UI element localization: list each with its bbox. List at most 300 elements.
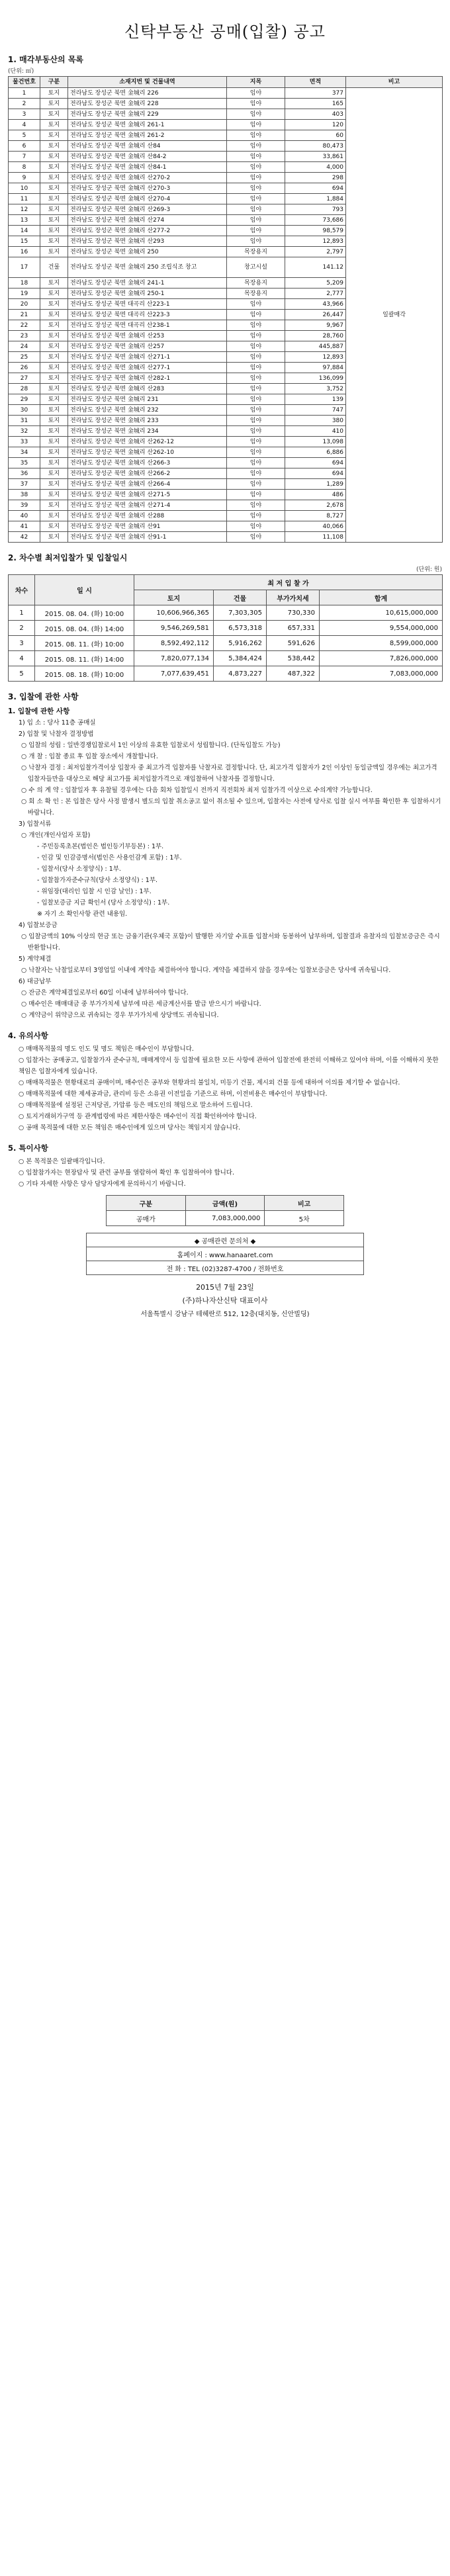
table-row — [9, 666, 443, 682]
cell-no: 38 — [9, 490, 40, 500]
col-datetime: 일 시 — [35, 575, 134, 605]
cell-address: 전라남도 장성군 북면 金城리 233 — [68, 416, 227, 426]
col-vat: 부가가치세 — [267, 590, 320, 605]
cell-no: 18 — [9, 278, 40, 289]
table-row — [9, 621, 443, 636]
cell-area: 486 — [285, 490, 346, 500]
cell-datetime: 2015. 08. 18. (화) 10:00 — [35, 666, 134, 682]
cell-address: 전라남도 장성군 북면 金城리 232 — [68, 405, 227, 416]
cell-area: 8,727 — [285, 511, 346, 521]
text-line: ○ 입찰참가자는 현장답사 및 관련 공부를 열람하여 확인 후 입찰하여야 합니다. — [19, 1169, 234, 1177]
cell-address: 전라남도 장성군 북면 金城리 산84-2 — [68, 152, 227, 162]
cell-area: 694 — [285, 183, 346, 194]
cell-area: 3,752 — [285, 384, 346, 394]
cell-address: 전라남도 장성군 북면 金城리 산84 — [68, 141, 227, 152]
cell-type: 토지 — [40, 183, 68, 194]
text-line: ○ 개 찰 : 입찰 종료 후 입찰 장소에서 개찰합니다. — [21, 753, 158, 760]
cell-address: 전라남도 장성군 북면 金城리 산91 — [68, 521, 227, 532]
cell-type: 토지 — [40, 511, 68, 521]
cell-no: 29 — [9, 394, 40, 405]
cell-no: 23 — [9, 331, 40, 341]
cell-type: 토지 — [40, 416, 68, 426]
cell-type: 토지 — [40, 88, 68, 99]
cell-land-category: 임야 — [227, 320, 285, 331]
cell-area: 80,473 — [285, 141, 346, 152]
cell-vat: 591,626 — [267, 636, 320, 651]
section1-heading: 1. 매각부동산의 목록 — [8, 55, 84, 64]
cell-remark: 일괄매각 — [346, 88, 443, 543]
cell-no: 16 — [9, 247, 40, 257]
text-line: 2) 입찰 및 낙찰자 결정방법 — [19, 731, 94, 738]
cell-type: 토지 — [40, 299, 68, 310]
cell-type: 토지 — [40, 247, 68, 257]
text-line: - 입찰보증금 지급 확인서 (당사 소정양식) : 1부. — [37, 899, 170, 907]
cell-type: 토지 — [40, 532, 68, 543]
cell-area: 380 — [285, 416, 346, 426]
cell-land-category: 임야 — [227, 152, 285, 162]
cell-address: 전라남도 장성군 북면 金城리 229 — [68, 109, 227, 120]
cell-land-category: 임야 — [227, 236, 285, 247]
cell-no: 33 — [9, 437, 40, 447]
summary-remark: 5차 — [265, 1211, 344, 1226]
cell-type: 건물 — [40, 257, 68, 278]
text-line: - 입찰서(당사 소정양식) : 1부. — [37, 866, 121, 873]
cell-type: 토지 — [40, 394, 68, 405]
cell-total: 9,554,000,000 — [320, 621, 443, 636]
cell-type: 토지 — [40, 352, 68, 363]
cell-land-category: 임야 — [227, 162, 285, 173]
summary-amount: 7,083,000,000 — [185, 1211, 265, 1226]
text-line: ○ 입찰자는 공매공고, 입찰참가자 준수규칙, 매매계약서 등 입찰에 필요한 모든 사항에 관하여 입찰전에 완전히 이해하고 있어야 하며, 이를 이해하지 못한 책임은 입찰자에게 있습니다. — [19, 1057, 439, 1075]
cell-land-category: 목장용지 — [227, 289, 285, 299]
schedule-body — [9, 605, 443, 682]
cell-address: 전라남도 장성군 북면 金城리 산288 — [68, 511, 227, 521]
cell-land-category: 임야 — [227, 299, 285, 310]
cell-area: 377 — [285, 88, 346, 99]
table-row — [9, 636, 443, 651]
text-line: ○ 매수인은 매매대금 중 부가가치세 납부에 따른 세금계산서를 발급 받으시기 바랍니다. — [21, 1000, 261, 1008]
cell-land-category: 임야 — [227, 204, 285, 215]
cell-no: 8 — [9, 162, 40, 173]
cell-no: 20 — [9, 299, 40, 310]
cell-no: 10 — [9, 183, 40, 194]
cell-building-price: 5,916,262 — [214, 636, 267, 651]
cell-round: 3 — [9, 636, 35, 651]
cell-no: 22 — [9, 320, 40, 331]
cell-land-category: 임야 — [227, 352, 285, 363]
col-land-price: 토지 — [134, 590, 214, 605]
cell-address: 전라남도 장성군 북면 金城리 산262-10 — [68, 447, 227, 458]
cell-no: 27 — [9, 373, 40, 384]
cell-address: 전라남도 장성군 북면 金城리 산277-2 — [68, 226, 227, 236]
cell-type: 토지 — [40, 141, 68, 152]
cell-land-category: 임야 — [227, 120, 285, 130]
cell-address: 전라남도 장성군 북면 金城리 산253 — [68, 331, 227, 341]
cell-address: 전라남도 장성군 북면 金城리 산271-1 — [68, 352, 227, 363]
summary-col-remark: 비고 — [265, 1196, 344, 1211]
cell-land-category: 임야 — [227, 532, 285, 543]
cell-address: 전라남도 장성군 북면 金城리 250-1 — [68, 289, 227, 299]
cell-area: 60 — [285, 130, 346, 141]
cell-address: 전라남도 장성군 북면 金城리 산271-4 — [68, 500, 227, 511]
cell-vat: 657,331 — [267, 621, 320, 636]
text-line: - 인감 및 인감증명서(법인은 사용인감계 포함) : 1부. — [37, 854, 182, 862]
contact-homepage[interactable]: 홈페이지 : www.hanaaret.com — [87, 1247, 364, 1261]
cell-land-category: 임야 — [227, 394, 285, 405]
cell-land-category: 임야 — [227, 341, 285, 352]
cell-no: 9 — [9, 173, 40, 183]
text-line: ○ 낙찰자 결정 : 최저입찰가격이상 입찰자 중 최고가격 입찰자를 낙찰자로 결정합니다. 단, 최고가격 입찰자가 2인 이상인 동일금액일 경우에는 최고가격 입찰자들만을 대상으로 해당 최고가를 최저입찰가격으로 재입찰하여 낙찰자를 결정합니다. — [21, 764, 437, 783]
bidding-details — [8, 717, 442, 1021]
cell-land-category: 임야 — [227, 173, 285, 183]
contact-box — [86, 1233, 364, 1275]
cell-no: 7 — [9, 152, 40, 162]
cell-type: 토지 — [40, 226, 68, 236]
cell-total: 7,826,000,000 — [320, 651, 443, 666]
section2-heading: 2. 차수별 최저입찰가 및 입찰일시 — [8, 553, 128, 562]
cell-land-category: 임야 — [227, 500, 285, 511]
section1-unit: (단위: ㎡) — [8, 68, 34, 75]
cell-land-category: 목장용지 — [227, 247, 285, 257]
cell-type: 토지 — [40, 384, 68, 394]
cell-address: 전라남도 장성군 북면 金城리 250 조립식조 창고 — [68, 257, 227, 278]
cell-round: 5 — [9, 666, 35, 682]
cell-address: 전라남도 장성군 북면 金城리 234 — [68, 426, 227, 437]
cell-land-category: 임야 — [227, 437, 285, 447]
cell-address: 전라남도 장성군 북면 金城리 산270-3 — [68, 183, 227, 194]
cell-no: 14 — [9, 226, 40, 236]
text-line: ○ 매매목적물은 현황대로의 공매이며, 매수인은 공부와 현황과의 불일치, 미등기 건물, 제시외 건물 등에 대하여 이의를 제기할 수 없습니다. — [19, 1079, 400, 1087]
cell-no: 31 — [9, 416, 40, 426]
cell-address: 전라남도 장성군 북면 金城리 241-1 — [68, 278, 227, 289]
cell-land-category: 임야 — [227, 447, 285, 458]
cell-vat: 730,330 — [267, 605, 320, 621]
cell-type: 토지 — [40, 426, 68, 437]
cell-land-price: 7,077,639,451 — [134, 666, 214, 682]
summary-table — [106, 1195, 344, 1226]
cell-type: 토지 — [40, 458, 68, 468]
cell-address: 전라남도 장성군 북면 金城리 산274 — [68, 215, 227, 226]
cell-area: 12,893 — [285, 352, 346, 363]
summary-col-amount: 금액(원) — [185, 1196, 265, 1211]
cell-type: 토지 — [40, 341, 68, 352]
cell-area: 5,209 — [285, 278, 346, 289]
cell-land-category: 임야 — [227, 130, 285, 141]
cell-land-category: 임야 — [227, 511, 285, 521]
cell-area: 13,098 — [285, 437, 346, 447]
cell-area: 12,893 — [285, 236, 346, 247]
schedule-table — [8, 574, 443, 682]
cell-address: 전라남도 장성군 북면 金城리 228 — [68, 99, 227, 109]
cell-type: 토지 — [40, 204, 68, 215]
col-type: 구분 — [40, 77, 68, 88]
cell-land-category: 임야 — [227, 215, 285, 226]
cell-no: 1 — [9, 88, 40, 99]
cell-type: 토지 — [40, 173, 68, 183]
cell-area: 694 — [285, 458, 346, 468]
cell-area: 165 — [285, 99, 346, 109]
cell-address: 전라남도 장성군 북면 金城리 231 — [68, 394, 227, 405]
cell-land-price: 9,546,269,581 — [134, 621, 214, 636]
cell-land-category: 임야 — [227, 194, 285, 204]
cell-land-category: 임야 — [227, 226, 285, 236]
cell-land-category: 임야 — [227, 88, 285, 99]
col-area: 면적 — [285, 77, 346, 88]
cell-land-category: 임야 — [227, 310, 285, 320]
text-line: - 위임장(대리인 입찰 시 인감 날인) : 1부. — [37, 888, 152, 895]
text-line: - 주민등록초본(법인은 법인등기부등본) : 1부. — [37, 843, 164, 850]
cell-area: 136,099 — [285, 373, 346, 384]
text-line: ○ 매매목적물에 설정된 근저당권, 가압류 등은 매도인의 책임으로 말소하여 드립니다. — [19, 1102, 253, 1109]
cell-type: 토지 — [40, 320, 68, 331]
cell-land-category: 임야 — [227, 490, 285, 500]
cell-type: 토지 — [40, 447, 68, 458]
cell-type: 토지 — [40, 99, 68, 109]
section2-unit: (단위: 원) — [416, 566, 442, 573]
col-remark: 비고 — [346, 77, 443, 88]
cell-type: 토지 — [40, 278, 68, 289]
cell-total: 8,599,000,000 — [320, 636, 443, 651]
cell-round: 4 — [9, 651, 35, 666]
page-title: 신탁부동산 공매(입찰) 공고 — [124, 22, 326, 41]
cell-land-category: 임야 — [227, 183, 285, 194]
cell-address: 전라남도 장성군 북면 金城리 산266-3 — [68, 458, 227, 468]
cell-type: 토지 — [40, 405, 68, 416]
cell-area: 141.12 — [285, 257, 346, 278]
issuer-address: 서울특별시 강남구 테헤란로 512, 12층(대치동, 신안빌딩) — [140, 1311, 310, 1318]
special-notes — [8, 1156, 442, 1190]
cell-land-category: 임야 — [227, 363, 285, 373]
cell-land-category: 임야 — [227, 331, 285, 341]
cell-land-category: 임야 — [227, 373, 285, 384]
section3-heading: 3. 입찰에 관한 사항 — [8, 692, 79, 701]
cell-area: 6,886 — [285, 447, 346, 458]
table-row — [9, 651, 443, 666]
cell-address: 전라남도 장성군 북면 金城리 산257 — [68, 341, 227, 352]
caution-notes — [8, 1044, 442, 1133]
cell-address: 전라남도 장성군 북면 金城리 산293 — [68, 236, 227, 247]
cell-address: 전라남도 장성군 북면 金城리 산262-12 — [68, 437, 227, 447]
cell-area: 120 — [285, 120, 346, 130]
cell-address: 전라남도 장성군 북면 金城리 261-1 — [68, 120, 227, 130]
cell-type: 토지 — [40, 490, 68, 500]
cell-address: 전라남도 장성군 북면 金城리 산283 — [68, 384, 227, 394]
cell-address: 전라남도 장성군 북면 대곡리 산223-1 — [68, 299, 227, 310]
cell-address: 전라남도 장성군 북면 金城리 산91-1 — [68, 532, 227, 543]
notice-date: 2015년 7월 23일 — [196, 1283, 254, 1292]
cell-datetime: 2015. 08. 11. (화) 14:00 — [35, 651, 134, 666]
cell-no: 13 — [9, 215, 40, 226]
cell-area: 2,777 — [285, 289, 346, 299]
col-round: 차수 — [9, 575, 35, 605]
contact-phone: 전 화 : TEL (02)3287-4700 / 전화번호 — [87, 1261, 364, 1275]
table-row — [9, 605, 443, 621]
cell-type: 토지 — [40, 500, 68, 511]
cell-land-price: 7,820,077,134 — [134, 651, 214, 666]
cell-type: 토지 — [40, 437, 68, 447]
cell-area: 2,678 — [285, 500, 346, 511]
cell-area: 11,108 — [285, 532, 346, 543]
cell-area: 747 — [285, 405, 346, 416]
cell-total: 10,615,000,000 — [320, 605, 443, 621]
cell-round: 2 — [9, 621, 35, 636]
cell-area: 40,066 — [285, 521, 346, 532]
cell-land-category: 임야 — [227, 384, 285, 394]
text-line: ○ 계약금이 위약금으로 귀속되는 경우 부가가치세 상당액도 귀속됩니다. — [21, 1012, 219, 1019]
cell-type: 토지 — [40, 363, 68, 373]
cell-area: 403 — [285, 109, 346, 120]
asset-table — [8, 76, 443, 543]
asset-header-row — [9, 77, 443, 88]
text-line: ○ 잔금은 계약체결일로부터 60일 이내에 납부하여야 합니다. — [21, 989, 189, 997]
cell-land-category: 임야 — [227, 141, 285, 152]
col-no: 물건번호 — [9, 77, 40, 88]
cell-land-category: 임야 — [227, 416, 285, 426]
cell-type: 토지 — [40, 479, 68, 490]
text-line: ○ 낙찰자는 낙찰일로부터 3영업일 이내에 계약을 체결하여야 합니다. 계약을 체결하지 않을 경우에는 입찰보증금은 당사에 귀속됩니다. — [21, 967, 391, 974]
text-line: 4) 입찰보증금 — [19, 922, 58, 929]
cell-no: 28 — [9, 384, 40, 394]
cell-vat: 538,442 — [267, 651, 320, 666]
cell-area: 694 — [285, 468, 346, 479]
cell-address: 전라남도 장성군 북면 대곡리 산238-1 — [68, 320, 227, 331]
cell-area: 445,887 — [285, 341, 346, 352]
cell-land-category: 목장용지 — [227, 278, 285, 289]
col-address: 소재지번 및 건물내역 — [68, 77, 227, 88]
cell-type: 토지 — [40, 109, 68, 120]
cell-no: 15 — [9, 236, 40, 247]
cell-land-category: 임야 — [227, 426, 285, 437]
cell-address: 전라남도 장성군 북면 金城리 산270-4 — [68, 194, 227, 204]
cell-type: 토지 — [40, 310, 68, 320]
cell-building-price: 4,873,227 — [214, 666, 267, 682]
cell-building-price: 5,384,424 — [214, 651, 267, 666]
cell-address: 전라남도 장성군 북면 金城리 226 — [68, 88, 227, 99]
cell-type: 토지 — [40, 215, 68, 226]
cell-no: 5 — [9, 130, 40, 141]
cell-total: 7,083,000,000 — [320, 666, 443, 682]
cell-no: 4 — [9, 120, 40, 130]
cell-building-price: 6,573,318 — [214, 621, 267, 636]
text-line: ○ 공매 목적물에 대한 모든 책임은 매수인에게 있으며 당사는 책임지지 않습니다. — [19, 1124, 241, 1132]
cell-area: 298 — [285, 173, 346, 183]
cell-land-category: 임야 — [227, 521, 285, 532]
summary-col-type: 구분 — [107, 1196, 186, 1211]
cell-address: 전라남도 장성군 북면 金城리 산269-3 — [68, 204, 227, 215]
cell-area: 98,579 — [285, 226, 346, 236]
text-line: ○ 토지거래허가구역 등 관계법령에 따른 제한사항은 매수인이 직접 확인하여야 합니다. — [19, 1113, 257, 1120]
cell-type: 토지 — [40, 289, 68, 299]
cell-land-category: 임야 — [227, 109, 285, 120]
text-line: ○ 매매목적물의 명도 인도 및 명도 책임은 매수인이 부담합니다. — [19, 1045, 194, 1053]
cell-land-price: 8,592,492,112 — [134, 636, 214, 651]
cell-no: 21 — [9, 310, 40, 320]
cell-area: 1,884 — [285, 194, 346, 204]
cell-no: 36 — [9, 468, 40, 479]
col-total: 합계 — [320, 590, 443, 605]
text-line: ○ 기타 자세한 사항은 당사 담당자에게 문의하시기 바랍니다. — [19, 1180, 186, 1188]
col-building-price: 건물 — [214, 590, 267, 605]
cell-no: 19 — [9, 289, 40, 299]
cell-no: 35 — [9, 458, 40, 468]
text-line: ○ 수 의 계 약 : 입찰일자 후 유찰될 경우에는 다음 회차 입찰일시 전까지 직전회차 최저 입찰가격 이상으로 수의계약 가능합니다. — [21, 787, 373, 794]
cell-address: 전라남도 장성군 북면 金城리 산270-2 — [68, 173, 227, 183]
cell-land-category: 임야 — [227, 468, 285, 479]
table-row — [9, 88, 443, 99]
text-line: ○ 개인(개인사업자 포함) — [21, 832, 91, 839]
cell-type: 토지 — [40, 468, 68, 479]
cell-land-category: 임야 — [227, 479, 285, 490]
cell-no: 41 — [9, 521, 40, 532]
cell-area: 73,686 — [285, 215, 346, 226]
cell-area: 28,760 — [285, 331, 346, 341]
cell-datetime: 2015. 08. 04. (화) 10:00 — [35, 605, 134, 621]
cell-round: 1 — [9, 605, 35, 621]
text-line: - 입찰참가자준수규칙(당사 소정양식) : 1부. — [37, 877, 158, 884]
issuer-name: (주)하나자산신탁 대표이사 — [182, 1296, 268, 1305]
asset-body — [9, 88, 443, 543]
cell-no: 2 — [9, 99, 40, 109]
col-min-price-group: 최 저 입 찰 가 — [134, 575, 443, 590]
cell-no: 34 — [9, 447, 40, 458]
text-line: ○ 입찰금액의 10% 이상의 현금 또는 금융기관(우체국 포함)이 발행한 자기앞 수표를 입찰서와 동봉하여 납부하며, 입찰결과 유찰자의 입찰보증금은 즉시 반환합니다. — [21, 933, 440, 952]
cell-no: 40 — [9, 511, 40, 521]
cell-no: 6 — [9, 141, 40, 152]
cell-type: 토지 — [40, 130, 68, 141]
cell-address: 전라남도 장성군 북면 金城리 산84-1 — [68, 162, 227, 173]
cell-type: 토지 — [40, 162, 68, 173]
cell-address: 전라남도 장성군 북면 대곡리 산223-3 — [68, 310, 227, 320]
cell-no: 39 — [9, 500, 40, 511]
cell-type: 토지 — [40, 521, 68, 532]
cell-no: 26 — [9, 363, 40, 373]
cell-area: 26,447 — [285, 310, 346, 320]
cell-no: 32 — [9, 426, 40, 437]
text-line: 3) 입찰서류 — [19, 821, 52, 828]
cell-area: 33,861 — [285, 152, 346, 162]
col-land-category: 지목 — [227, 77, 285, 88]
cell-area: 1,289 — [285, 479, 346, 490]
text-line: 5) 계약체결 — [19, 955, 52, 963]
cell-address: 전라남도 장성군 북면 金城리 산266-2 — [68, 468, 227, 479]
cell-type: 토지 — [40, 373, 68, 384]
cell-address: 전라남도 장성군 북면 金城리 250 — [68, 247, 227, 257]
cell-no: 24 — [9, 341, 40, 352]
cell-no: 17 — [9, 257, 40, 278]
section3-sub4: 4. 유의사항 — [8, 1031, 48, 1040]
cell-type: 토지 — [40, 152, 68, 162]
cell-address: 전라남도 장성군 북면 金城리 261-2 — [68, 130, 227, 141]
cell-land-category: 임야 — [227, 99, 285, 109]
section3-sub5: 5. 특이사항 — [8, 1143, 48, 1153]
cell-area: 2,797 — [285, 247, 346, 257]
cell-no: 37 — [9, 479, 40, 490]
cell-no: 25 — [9, 352, 40, 363]
section3-sub1: 1. 입찰에 관한 사항 — [8, 707, 70, 715]
cell-area: 4,000 — [285, 162, 346, 173]
cell-address: 전라남도 장성군 북면 金城리 산277-1 — [68, 363, 227, 373]
cell-land-category: 임야 — [227, 458, 285, 468]
summary-type: 공매가 — [107, 1211, 186, 1226]
cell-type: 토지 — [40, 120, 68, 130]
text-line: ○ 매매목적물에 대한 제세공과금, 관리비 등은 소유권 이전일을 기준으로 하며, 이전비용은 매수인이 부담합니다. — [19, 1090, 328, 1098]
cell-land-category: 임야 — [227, 405, 285, 416]
text-line: 1) 입 소 : 당사 11층 공매실 — [19, 719, 96, 727]
text-line: ○ 본 목적물은 일괄매각입니다. — [19, 1158, 105, 1165]
cell-type: 토지 — [40, 194, 68, 204]
cell-vat: 487,322 — [267, 666, 320, 682]
text-line: ※ 자기 소 확인사항 관련 내용임. — [37, 910, 128, 918]
